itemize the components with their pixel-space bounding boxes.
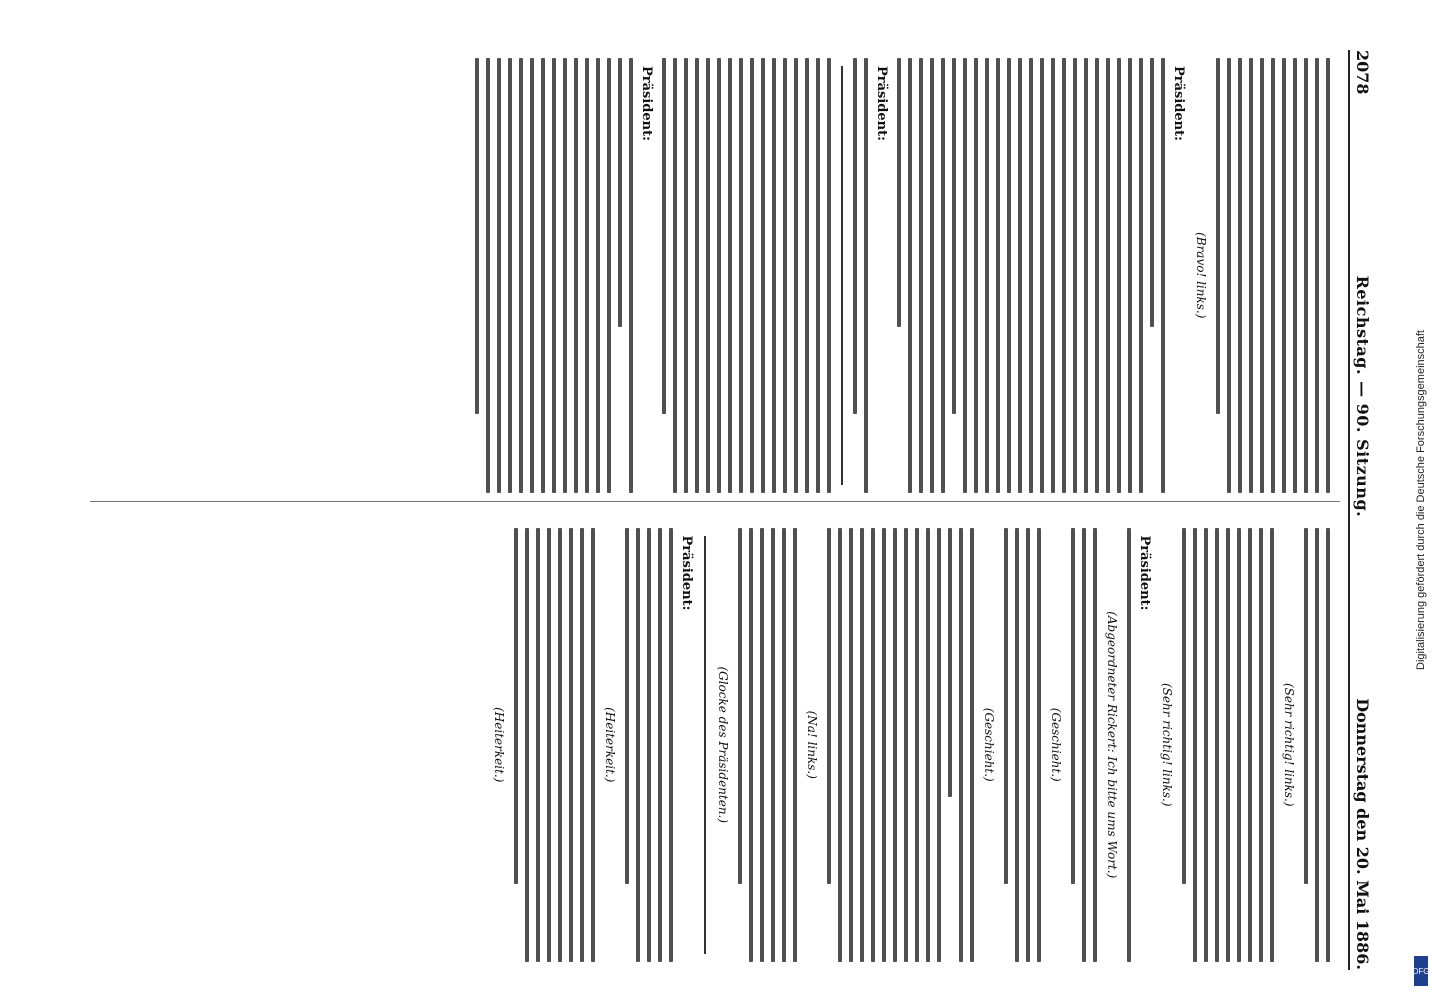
text-line <box>793 528 797 963</box>
text-line <box>1270 528 1274 963</box>
text-line <box>1293 58 1297 493</box>
text-line <box>1026 528 1030 963</box>
text-line <box>1326 528 1330 963</box>
text-line <box>1073 58 1077 493</box>
text-line <box>926 528 930 963</box>
text-line <box>1304 58 1308 493</box>
stage-note: (Heiterkeit.) <box>492 707 506 783</box>
text-line <box>1260 58 1264 493</box>
text-line <box>1117 58 1121 493</box>
right-column-lines <box>480 520 1340 971</box>
text-line <box>849 528 853 963</box>
speaker-label: Präsident: <box>1171 66 1186 141</box>
speaker-label: Präsident: <box>679 535 694 611</box>
text-line <box>749 528 753 963</box>
session-title: Reichstag. — 90. Sitzung. <box>1353 275 1373 518</box>
left-column <box>90 50 1340 502</box>
text-line <box>750 58 754 493</box>
text-line <box>580 528 584 963</box>
text-line <box>525 528 529 963</box>
text-line <box>1282 58 1286 493</box>
text-line <box>827 58 831 493</box>
text-line <box>1248 528 1252 963</box>
text-line <box>1227 58 1231 493</box>
text-line <box>1226 528 1230 963</box>
text-line <box>937 528 941 963</box>
text-line <box>1018 58 1022 493</box>
text-line <box>552 58 556 493</box>
text-line <box>596 58 600 493</box>
text-line <box>563 58 567 493</box>
stage-note: (Abgeordneter Rickert: Ich bitte ums Wort.) <box>1105 611 1119 879</box>
stage-note: (Sehr richtig! links.) <box>1160 682 1174 807</box>
stage-note: (Glocke des Präsidenten.) <box>716 666 730 824</box>
text-line <box>508 58 512 493</box>
text-line <box>1259 528 1263 963</box>
text-line <box>607 58 611 493</box>
text-line <box>1128 58 1132 493</box>
text-line <box>728 58 732 493</box>
text-line <box>1216 58 1220 414</box>
text-line <box>970 528 974 963</box>
text-line <box>1051 58 1055 493</box>
text-line <box>1238 58 1242 493</box>
text-line <box>547 528 551 963</box>
text-line <box>1249 58 1253 493</box>
text-line <box>585 58 589 493</box>
text-line <box>816 58 820 493</box>
digitization-credit-text: Digitalisierung gefördert durch die Deutsche Forschungsgemeinschaft <box>1415 330 1427 670</box>
text-line <box>647 528 651 963</box>
stage-note: (Bravo! links.) <box>1194 232 1208 319</box>
text-line <box>1150 58 1154 327</box>
text-line <box>629 58 633 493</box>
text-line <box>1193 528 1197 963</box>
text-line <box>618 58 622 327</box>
text-line <box>915 528 919 963</box>
text-line <box>486 58 490 493</box>
text-line <box>673 58 677 493</box>
text-line <box>985 58 989 493</box>
text-line <box>771 528 775 963</box>
session-date: Donnerstag den 20. Mai 1886. <box>1353 698 1373 970</box>
text-line <box>514 528 518 884</box>
text-line <box>974 58 978 493</box>
left-column-lines <box>464 50 1340 501</box>
text-line <box>948 528 952 797</box>
stage-note: (Sehr richtig! links.) <box>1282 682 1296 807</box>
digitization-credit <box>1410 0 1432 1000</box>
text-line <box>569 528 573 963</box>
text-line <box>893 528 897 963</box>
text-line <box>853 58 857 414</box>
text-line <box>838 528 842 963</box>
text-columns <box>90 50 1340 970</box>
text-line <box>941 58 945 493</box>
text-line <box>1139 58 1143 493</box>
text-line <box>1037 528 1041 963</box>
text-line <box>695 58 699 493</box>
text-line <box>1326 58 1330 493</box>
text-line <box>530 58 534 493</box>
page-header <box>1348 50 1376 970</box>
section-rule <box>841 66 843 485</box>
text-line <box>864 58 868 493</box>
text-line <box>706 58 710 493</box>
text-line <box>519 58 523 493</box>
text-line <box>772 58 776 493</box>
page-content <box>86 50 1376 970</box>
stage-note: (Geschieht.) <box>1049 707 1063 782</box>
text-line <box>1082 528 1086 963</box>
text-line <box>591 528 595 963</box>
text-line <box>717 58 721 493</box>
text-line <box>536 528 540 963</box>
text-line <box>930 58 934 493</box>
text-line <box>959 528 963 963</box>
text-line <box>908 58 912 493</box>
text-line <box>882 528 886 963</box>
text-line <box>738 528 742 884</box>
text-line <box>783 58 787 493</box>
text-line <box>1215 528 1219 963</box>
text-line <box>805 58 809 493</box>
text-line <box>1106 58 1110 493</box>
speaker-label: Präsident: <box>874 66 889 141</box>
text-line <box>558 528 562 963</box>
stage-note: (Na! links.) <box>805 710 819 779</box>
right-column <box>90 520 1340 971</box>
text-line <box>684 58 688 493</box>
stage-note: (Geschieht.) <box>982 707 996 782</box>
text-line <box>497 58 501 493</box>
text-line <box>996 58 1000 493</box>
section-rule <box>704 536 706 955</box>
text-line <box>1204 528 1208 963</box>
text-line <box>1029 58 1033 493</box>
page-number: 2078 <box>1353 50 1373 95</box>
text-line <box>1315 58 1319 493</box>
text-line <box>1237 528 1241 963</box>
text-line <box>1093 528 1097 963</box>
text-line <box>860 528 864 963</box>
speaker-label: Präsident: <box>639 66 654 141</box>
text-line <box>1304 528 1308 884</box>
text-line <box>669 528 673 963</box>
text-line <box>574 58 578 493</box>
text-line <box>1071 528 1075 884</box>
text-line <box>904 528 908 963</box>
text-line <box>760 528 764 963</box>
text-line <box>794 58 798 493</box>
text-line <box>963 58 967 493</box>
dfg-logo: DFG <box>1414 956 1428 986</box>
text-line <box>662 58 666 414</box>
text-line <box>1182 528 1186 884</box>
text-line <box>782 528 786 963</box>
text-line <box>1095 58 1099 493</box>
stage-note: (Heiterkeit.) <box>603 707 617 783</box>
text-line <box>1127 528 1131 963</box>
text-line <box>897 58 901 327</box>
text-line <box>1004 528 1008 884</box>
text-line <box>1271 58 1275 493</box>
text-line <box>952 58 956 414</box>
text-line <box>625 528 629 884</box>
text-line <box>1161 58 1165 493</box>
text-line <box>1040 58 1044 493</box>
text-line <box>1015 528 1019 963</box>
text-line <box>1315 528 1319 963</box>
text-line <box>658 528 662 963</box>
text-line <box>1007 58 1011 493</box>
text-line <box>541 58 545 493</box>
text-line <box>475 58 479 414</box>
text-line <box>919 58 923 493</box>
text-line <box>636 528 640 963</box>
text-line <box>1084 58 1088 493</box>
text-line <box>871 528 875 963</box>
text-line <box>1062 58 1066 493</box>
text-line <box>827 528 831 884</box>
text-line <box>761 58 765 493</box>
speaker-label: Präsident: <box>1137 535 1152 611</box>
text-line <box>739 58 743 493</box>
